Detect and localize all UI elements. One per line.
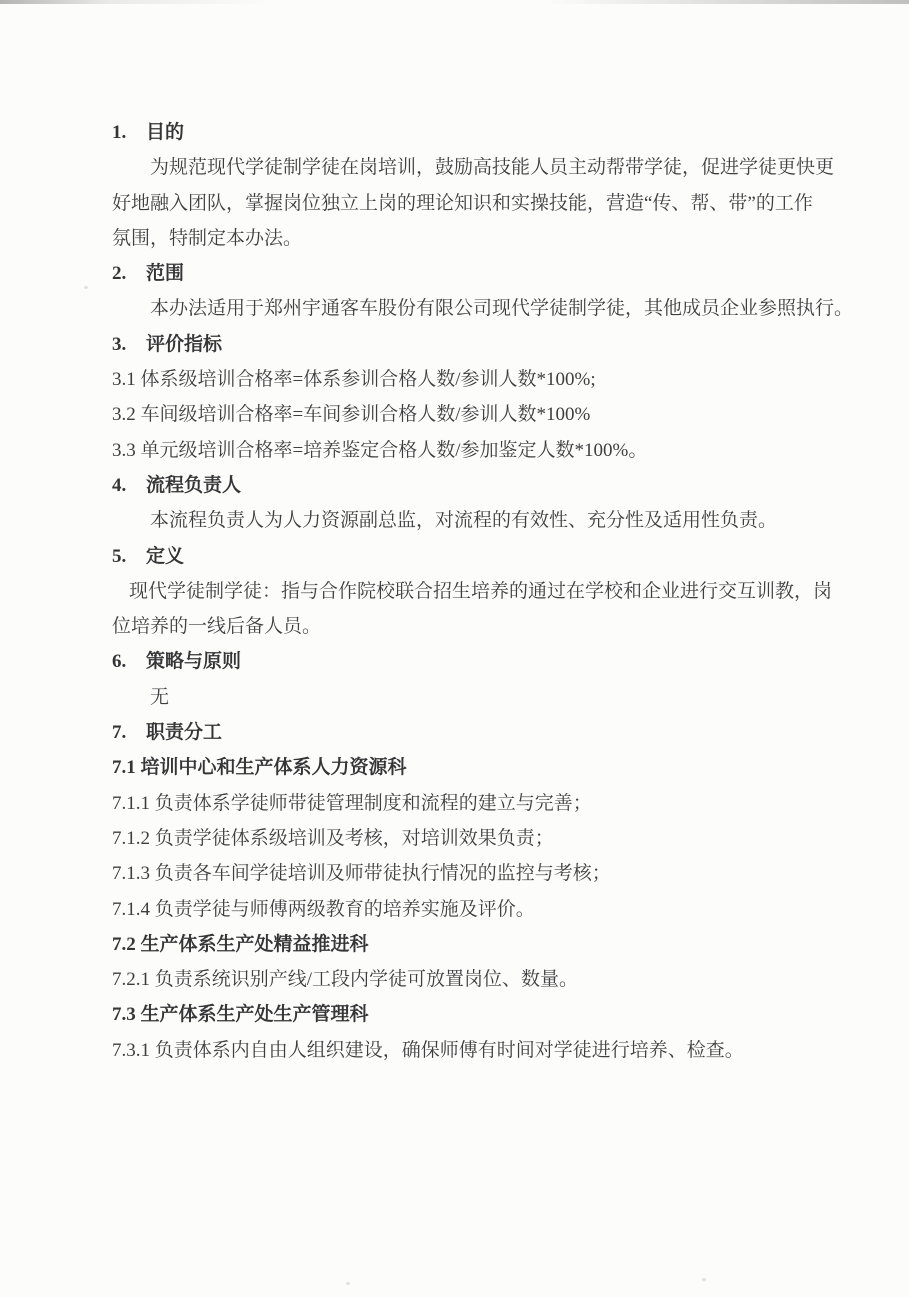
scan-edge-artifact (0, 0, 909, 4)
item-7-1-4: 7.1.4 负责学徒与师傅两级教育的培养实施及评价。 (112, 898, 535, 920)
section-title: 流程负责人 (146, 474, 242, 496)
section-title: 评价指标 (146, 333, 223, 355)
section-7-heading (112, 715, 874, 750)
subheading-7-1: 7.1 培训中心和生产体系人力资源科 (112, 757, 407, 779)
scan-speck (702, 1278, 706, 1281)
document-content (112, 115, 874, 1068)
section-2-heading (112, 256, 874, 291)
item-7-1-3: 7.1.3 负责各车间学徒培训及师带徒执行情况的监控与考核； (112, 863, 611, 885)
section-title: 目的 (146, 122, 185, 143)
section-5-heading (112, 539, 874, 574)
section-1-heading (112, 115, 874, 150)
section-3-heading (112, 327, 874, 362)
paragraph-line: 现代学徒制学徒：指与合作院校联合招生培养的通过在学校和企业进行交互训教，岗 (129, 580, 833, 602)
item-7-2-1: 7.2.1 负责系统识别产线/工段内学徒可放置岗位、数量。 (112, 969, 579, 991)
section-number: 5. (112, 545, 127, 567)
paragraph-line: 好地融入团队，掌握岗位独立上岗的理论知识和实操技能，营造“传、帮、带”的工作 (112, 192, 813, 214)
paragraph-line: 无 (150, 686, 170, 708)
section-number: 2. (112, 263, 127, 285)
section-4-heading (112, 468, 874, 503)
item-7-1-1: 7.1.1 负责体系学徒师带徒管理制度和流程的建立与完善； (112, 792, 592, 814)
item-3-3: 3.3 单元级培训合格率=培养鉴定合格人数/参加鉴定人数*100%。 (112, 439, 648, 461)
section-title: 策略与原则 (146, 651, 242, 673)
section-6-heading (112, 644, 874, 679)
item-7-3-1: 7.3.1 负责体系内自由人组织建设，确保师傅有时间对学徒进行培养、检查。 (112, 1039, 744, 1061)
item-7-1-2: 7.1.2 负责学徒体系级培训及考核，对培训效果负责； (112, 827, 554, 849)
paragraph-line: 氛围，特制定本办法。 (112, 227, 303, 249)
scan-speck (84, 286, 88, 289)
section-number: 1. (112, 122, 127, 143)
paragraph-line: 本办法适用于郑州宇通客车股份有限公司现代学徒制学徒，其他成员企业参照执行。 (150, 298, 854, 320)
paragraph-line: 本流程负责人为人力资源副总监，对流程的有效性、充分性及适用性负责。 (150, 510, 778, 532)
section-number: 4. (112, 474, 127, 496)
section-number: 7. (112, 722, 127, 744)
section-title: 职责分工 (146, 722, 223, 744)
section-number: 3. (112, 333, 127, 355)
section-title: 范围 (146, 263, 185, 285)
item-3-2: 3.2 车间级培训合格率=车间参训合格人数/参训人数*100% (112, 404, 591, 426)
subheading-7-2: 7.2 生产体系生产处精益推进科 (112, 933, 369, 955)
subheading-7-3: 7.3 生产体系生产处生产管理科 (112, 1004, 369, 1026)
section-number: 6. (112, 651, 127, 673)
paragraph-line: 为规范现代学徒制学徒在岗培训，鼓励高技能人员主动帮带学徒，促进学徒更快更 (150, 157, 835, 179)
section-title: 定义 (146, 545, 185, 567)
scan-speck (346, 1282, 350, 1285)
item-3-1: 3.1 体系级培训合格率=体系参训合格人数/参训人数*100%; (112, 369, 596, 391)
paragraph-line: 位培养的一线后备人员。 (112, 616, 322, 638)
